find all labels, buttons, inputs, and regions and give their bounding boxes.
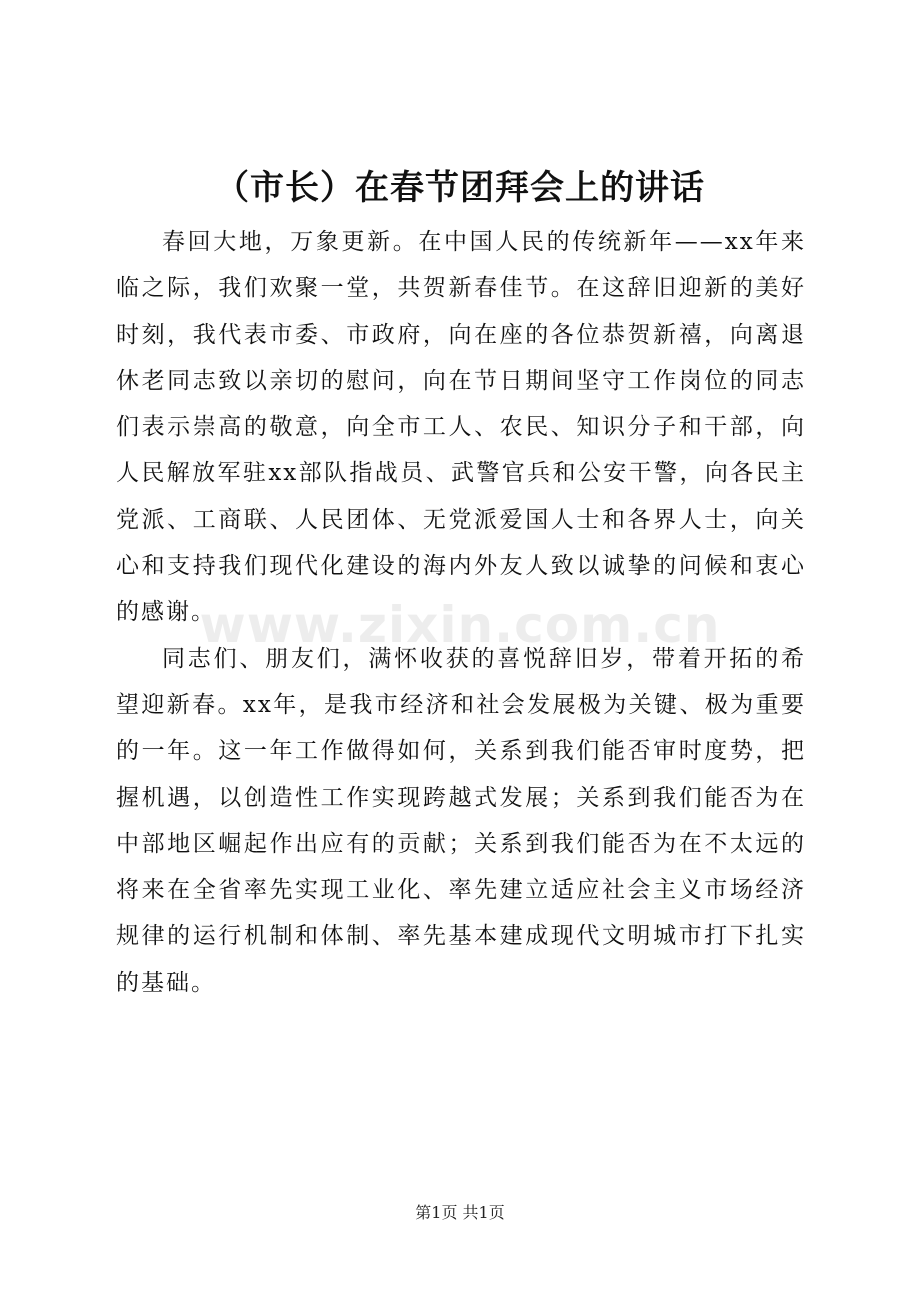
paragraph-2: 同志们、朋友们，满怀收获的喜悦辞旧岁，带着开拓的希望迎新春。xx年，是我市经济和社会发展极为关键、极为重要的一年。这一年工作做得如何，关系到我们能否审时度势，把握机遇，以创造性工作实现跨越式发展；关系到我们能否为在中部地区崛起作出应有的贡献；关系到我们能否为在不太远的将来在全省率先实现工业化、率先建立适应社会主义市场经济规律的运行机制和体制、率先基本建成现代文明城市打下扎实的基础。 [116, 645, 806, 996]
page-footer: 第1页 共1页 [415, 1203, 505, 1222]
paragraph-1: 春回大地，万象更新。在中国人民的传统新年——xx年来临之际，我们欢聚一堂，共贺新春佳节。在这辞旧迎新的美好时刻，我代表市委、市政府，向在座的各位恭贺新禧，向离退休老同志致以亲切的慰问，向在节日期间坚守工作岗位的同志们表示崇高的敬意，向全市工人、农民、知识分子和干部，向人民解放军驻xx部队指战员、武警官兵和公安干警，向各民主党派、工商联、人民团体、无党派爱国人士和各界人士，向关心和支持我们现代化建设的海内外友人致以诚挚的问候和衷心的感谢。 [116, 229, 806, 626]
watermark: www.zixin.com.cn [199, 596, 721, 654]
document-body [116, 219, 806, 1006]
document-title: （市长）在春节团拜会上的讲话 [215, 168, 705, 208]
